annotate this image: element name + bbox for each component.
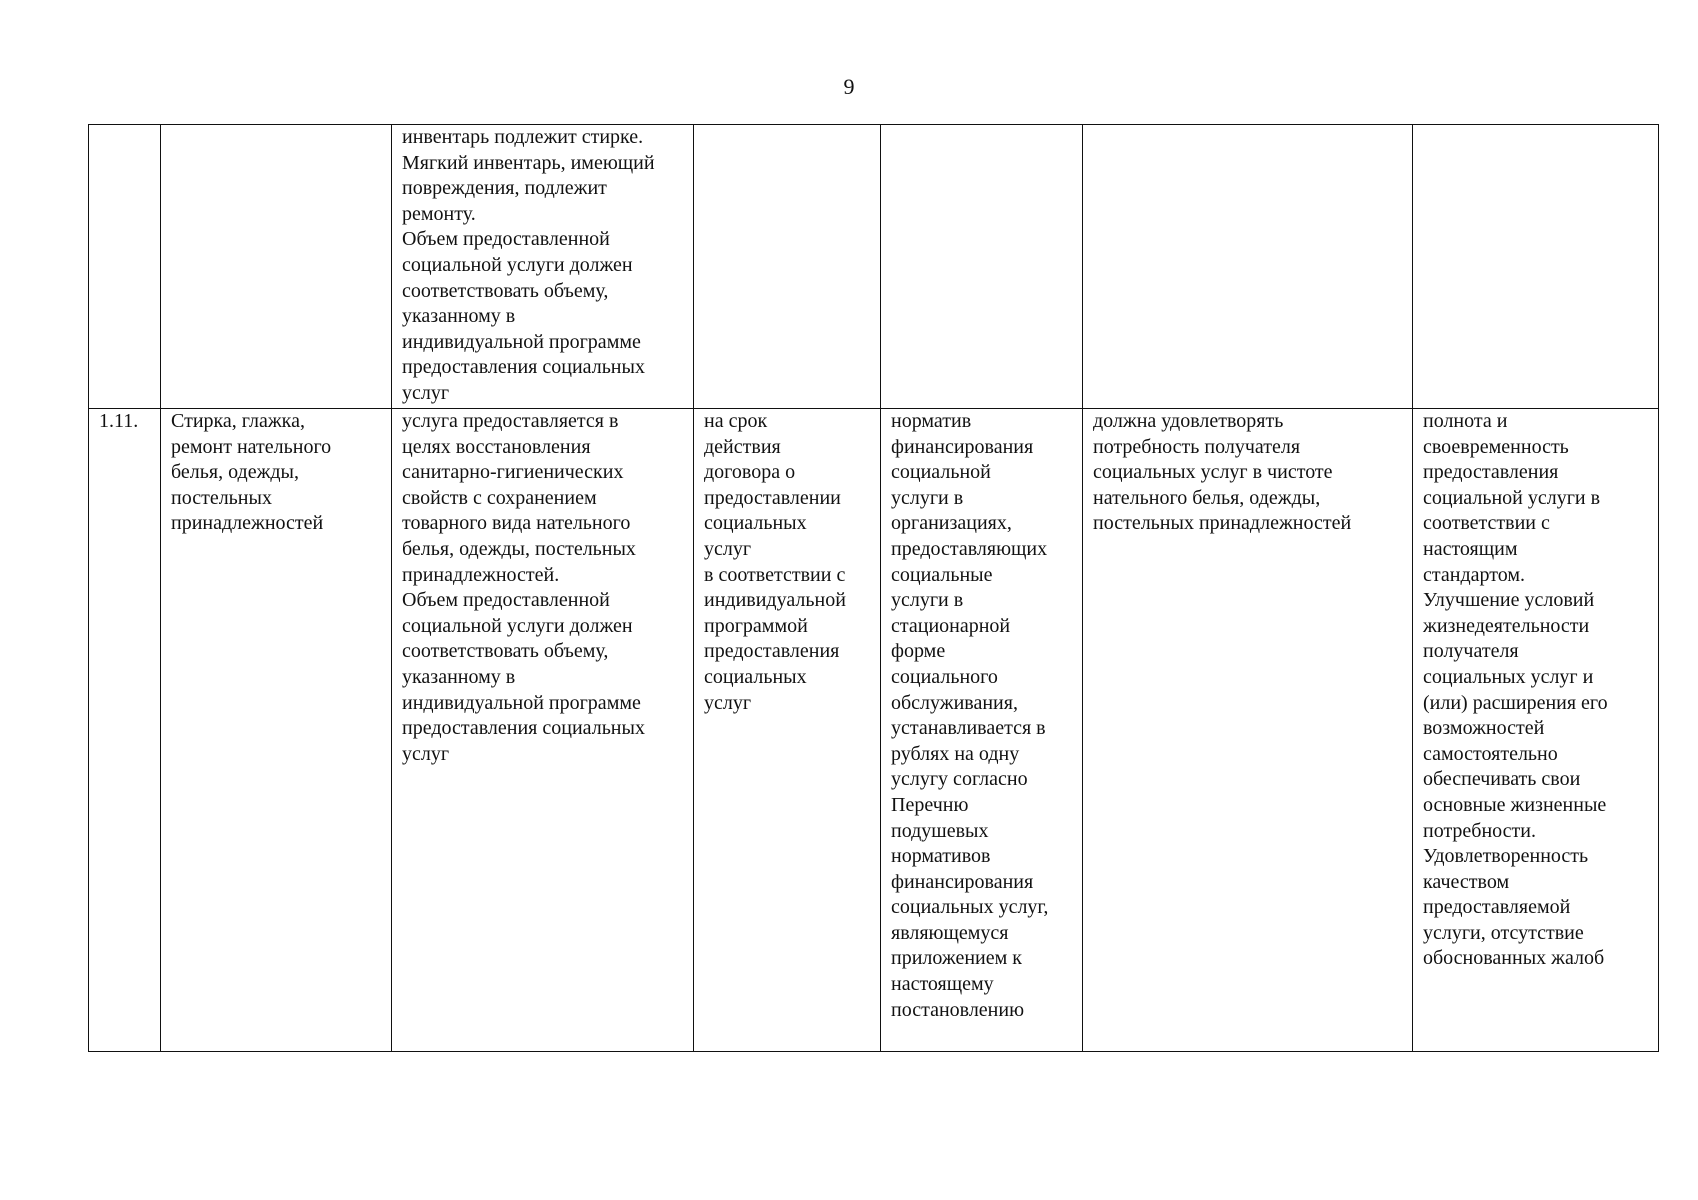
cell-text-line: Мягкий инвентарь, имеющий	[402, 151, 655, 174]
cell-text-line: указанному в	[402, 665, 516, 688]
cell-text-line: программой	[704, 614, 808, 637]
cell-text-line: белья, одежды, постельных	[402, 537, 636, 560]
cell-text-line: действия	[704, 435, 781, 458]
cell-text-line: принадлежностей.	[402, 563, 560, 586]
cell-text-line: услуг	[402, 381, 450, 404]
cell-text-line: нормативов	[891, 845, 991, 868]
cell-text-line: социальной	[891, 461, 991, 484]
cell-text-line: социальных	[704, 665, 807, 688]
cell-text-line: социальной услуги в	[1423, 486, 1601, 509]
cell-service-term	[694, 125, 881, 409]
cell-service-name	[161, 125, 392, 409]
cell-text-line: услуги в	[891, 486, 964, 509]
cell-text-line: услуги, отсутствие	[1423, 921, 1584, 944]
cell-text-line: предоставления	[1423, 461, 1559, 484]
cell-text-line: принадлежностей	[171, 512, 324, 535]
cell-text-line: настоящим	[1423, 537, 1518, 560]
cell-text-line: постельных принадлежностей	[1093, 512, 1352, 535]
cell-text-line: постановлению	[891, 998, 1025, 1021]
cell-service-evaluation	[1413, 125, 1659, 409]
cell-text-line: инвентарь подлежит стирке.	[402, 126, 644, 148]
cell-text-line: индивидуальной программе	[402, 330, 641, 353]
cell-number: 1.11.	[89, 409, 161, 1052]
cell-text-line: санитарно-гигиенических	[402, 461, 624, 484]
cell-text-line: соответствии с	[1423, 512, 1550, 535]
cell-text-line: договора о	[704, 461, 796, 484]
cell-text-line: потребности.	[1423, 819, 1536, 842]
cell-text-line: Объем предоставленной	[402, 589, 610, 612]
cell-service-name	[161, 409, 392, 1052]
cell-text-line: стандартом.	[1423, 563, 1525, 586]
cell-text-line: являющемуся	[891, 921, 1009, 944]
cell-service-quality	[1083, 409, 1413, 1052]
cell-text-line: индивидуальной	[704, 589, 846, 612]
cell-text-line: повреждения, подлежит	[402, 177, 607, 200]
cell-service-cost	[881, 125, 1083, 409]
cell-text-line: Объем предоставленной	[402, 228, 610, 251]
cell-text-line: предоставления социальных	[402, 356, 645, 379]
cell-text-line: социальной услуги должен	[402, 614, 633, 637]
cell-service-term	[694, 409, 881, 1052]
cell-text-line: возможностей	[1423, 717, 1545, 740]
cell-text-line: (или) расширения его	[1423, 691, 1608, 714]
cell-text-line: норматив	[891, 410, 972, 432]
cell-text-line: услуги в	[891, 589, 964, 612]
cell-text-line: постельных	[171, 486, 272, 509]
cell-text-line: Перечню	[891, 793, 969, 816]
cell-text-line: обоснованных жалоб	[1423, 947, 1605, 970]
cell-text-line: соответствовать объему,	[402, 640, 609, 663]
cell-text-line: предоставления	[704, 640, 840, 663]
cell-text-line: социальных услуг в чистоте	[1093, 461, 1333, 484]
cell-text-line: товарного вида нательного	[402, 512, 631, 535]
cell-text-line: финансирования	[891, 435, 1034, 458]
cell-text-line: жизнедеятельности	[1423, 614, 1590, 637]
cell-text-line: социальных услуг и	[1423, 665, 1594, 688]
cell-text-line: ремонту.	[402, 202, 476, 225]
cell-text-line: получателя	[1423, 640, 1519, 663]
cell-text-line: подушевых	[891, 819, 989, 842]
cell-text-line: рублях на одну	[891, 742, 1020, 765]
cell-text-line: свойств с сохранением	[402, 486, 597, 509]
table-row-1-11	[89, 409, 1659, 1052]
cell-text-line: услугу согласно	[891, 768, 1028, 791]
cell-text-line: услуг	[704, 691, 752, 714]
cell-text-line: социальных	[704, 512, 807, 535]
cell-text-line: нательного белья, одежды,	[1093, 486, 1321, 509]
cell-text-line: качеством	[1423, 870, 1510, 893]
cell-service-quality	[1083, 125, 1413, 409]
service-standard-table	[88, 124, 1659, 1052]
cell-text-line: основные жизненные	[1423, 793, 1607, 816]
cell-text-line: настоящему	[891, 973, 994, 996]
cell-text-line: устанавливается в	[891, 717, 1046, 740]
cell-text-line: стационарной	[891, 614, 1011, 637]
cell-text-line: предоставлении	[704, 486, 841, 509]
cell-number	[89, 125, 161, 409]
cell-text-line: в соответствии с	[704, 563, 846, 586]
cell-text-line: обслуживания,	[891, 691, 1018, 714]
cell-text-line: Улучшение условий	[1423, 589, 1595, 612]
cell-text-line: социальной услуги должен	[402, 253, 633, 276]
cell-text-line: должна удовлетворять	[1093, 410, 1284, 432]
cell-text-line: полнота и	[1423, 410, 1508, 432]
cell-text-line: услуг	[402, 742, 450, 765]
cell-text-line: Стирка, глажка,	[171, 410, 305, 432]
cell-text-line: предоставляющих	[891, 537, 1048, 560]
cell-service-evaluation	[1413, 409, 1659, 1052]
cell-text-line: белья, одежды,	[171, 461, 299, 484]
cell-text-line: самостоятельно	[1423, 742, 1558, 765]
page-number: 9	[843, 74, 855, 99]
cell-text-line: соответствовать объему,	[402, 279, 609, 302]
cell-text-line: услуга предоставляется в	[402, 410, 619, 432]
cell-text-line: социального	[891, 665, 998, 688]
cell-text-line: организациях,	[891, 512, 1012, 535]
cell-text-line: обеспечивать свои	[1423, 768, 1581, 791]
cell-service-description	[392, 125, 694, 409]
cell-text-line: финансирования	[891, 870, 1034, 893]
cell-text-line: социальных услуг,	[891, 896, 1049, 919]
cell-text-line: Удовлетворенность	[1423, 845, 1589, 868]
cell-text-line: на срок	[704, 410, 768, 432]
cell-text-line: предоставляемой	[1423, 896, 1571, 919]
table-row-continuation	[89, 125, 1659, 409]
cell-text-line: услуг	[704, 537, 752, 560]
cell-text-line: приложением к	[891, 947, 1022, 970]
cell-text-line: указанному в	[402, 305, 516, 328]
cell-text-line: целях восстановления	[402, 435, 591, 458]
cell-text-line: социальные	[891, 563, 993, 586]
cell-text-line: форме	[891, 640, 946, 663]
cell-text-line: индивидуальной программе	[402, 691, 641, 714]
cell-service-cost	[881, 409, 1083, 1052]
cell-text-line: своевременность	[1423, 435, 1569, 458]
cell-text-line: потребность получателя	[1093, 435, 1301, 458]
cell-service-description	[392, 409, 694, 1052]
cell-text-line: предоставления социальных	[402, 717, 645, 740]
cell-text-line: ремонт нательного	[171, 435, 332, 458]
